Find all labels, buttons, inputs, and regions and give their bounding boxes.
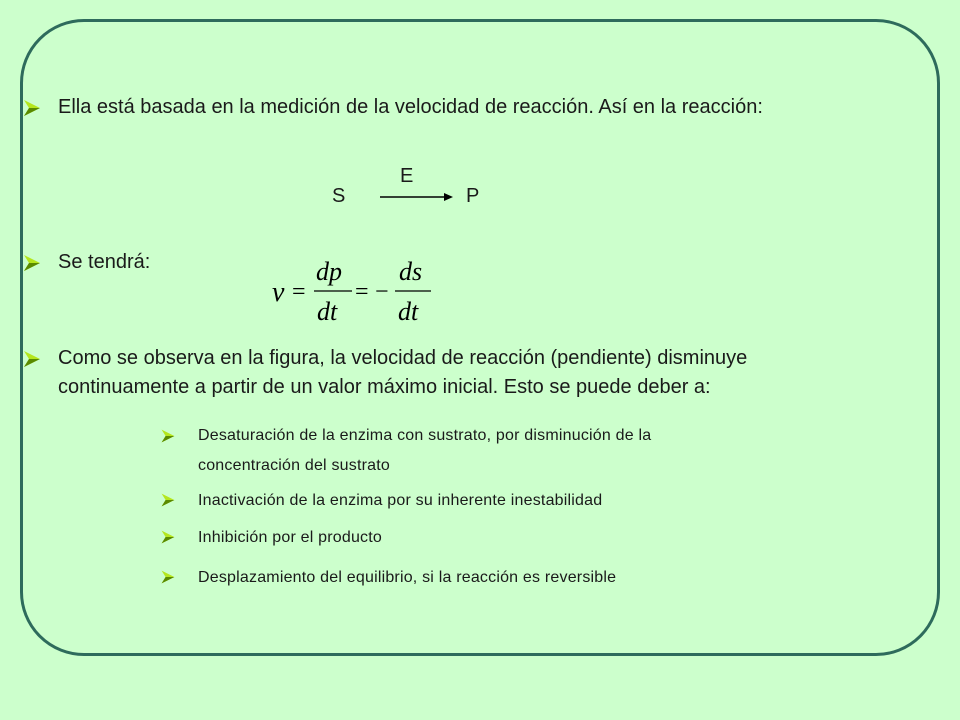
bullet-intro xyxy=(22,95,763,120)
bullet-text xyxy=(58,344,747,402)
bullet-line: Como se observa en la figura, la velocidad de reacción (pendiente) disminuye xyxy=(58,347,748,369)
sub-bullet-text: Inhibición por el producto xyxy=(198,529,382,546)
arrow-bullet-icon xyxy=(22,349,42,369)
enzyme-label: E xyxy=(400,165,414,187)
eq-den-1: dt xyxy=(317,297,338,326)
arrow-bullet-icon xyxy=(22,253,42,273)
reaction-scheme xyxy=(320,165,490,210)
eq-num-2: ds xyxy=(399,257,423,286)
reaction-arrow-icon xyxy=(380,191,454,203)
sub-bullet-text xyxy=(198,421,651,481)
product-label: P xyxy=(466,185,480,207)
arrow-bullet-icon xyxy=(160,428,176,444)
eq-minus: − xyxy=(375,279,389,305)
bullet-como xyxy=(22,346,747,402)
arrow-bullet-icon xyxy=(160,492,176,508)
bullet-se-tendra xyxy=(22,250,150,275)
sub-bullet-2 xyxy=(160,489,602,512)
sub-bullet-line: Desaturación de la enzima con sustrato, por disminución de la xyxy=(198,427,652,444)
arrow-bullet-icon xyxy=(160,529,176,545)
bullet-line: continuamente a partir de un valor máximo inicial. Esto se puede deber a: xyxy=(58,376,711,398)
arrow-bullet-icon xyxy=(160,569,176,585)
arrow-bullet-icon xyxy=(22,98,42,118)
substrate-label: S xyxy=(332,185,346,207)
bullet-text: Se tendrá: xyxy=(58,251,151,273)
sub-bullet-line: concentración del sustrato xyxy=(198,457,390,474)
sub-bullet-1 xyxy=(160,425,651,481)
bullet-text: Ella está basada en la medición de la velocidad de reacción. Así en la reacción: xyxy=(58,96,763,118)
sub-bullet-text: Inactivación de la enzima por su inherente inestabilidad xyxy=(198,492,603,509)
eq-equals-1: = xyxy=(292,279,306,305)
sub-bullet-3 xyxy=(160,526,382,549)
eq-v: v xyxy=(272,277,285,308)
rate-equation xyxy=(268,256,433,328)
sub-bullet-text: Desplazamiento del equilibrio, si la reacción es reversible xyxy=(198,569,617,586)
sub-bullet-4 xyxy=(160,566,616,589)
eq-den-2: dt xyxy=(398,297,419,326)
eq-num-1: dp xyxy=(316,257,342,286)
eq-equals-2: = xyxy=(355,279,369,305)
